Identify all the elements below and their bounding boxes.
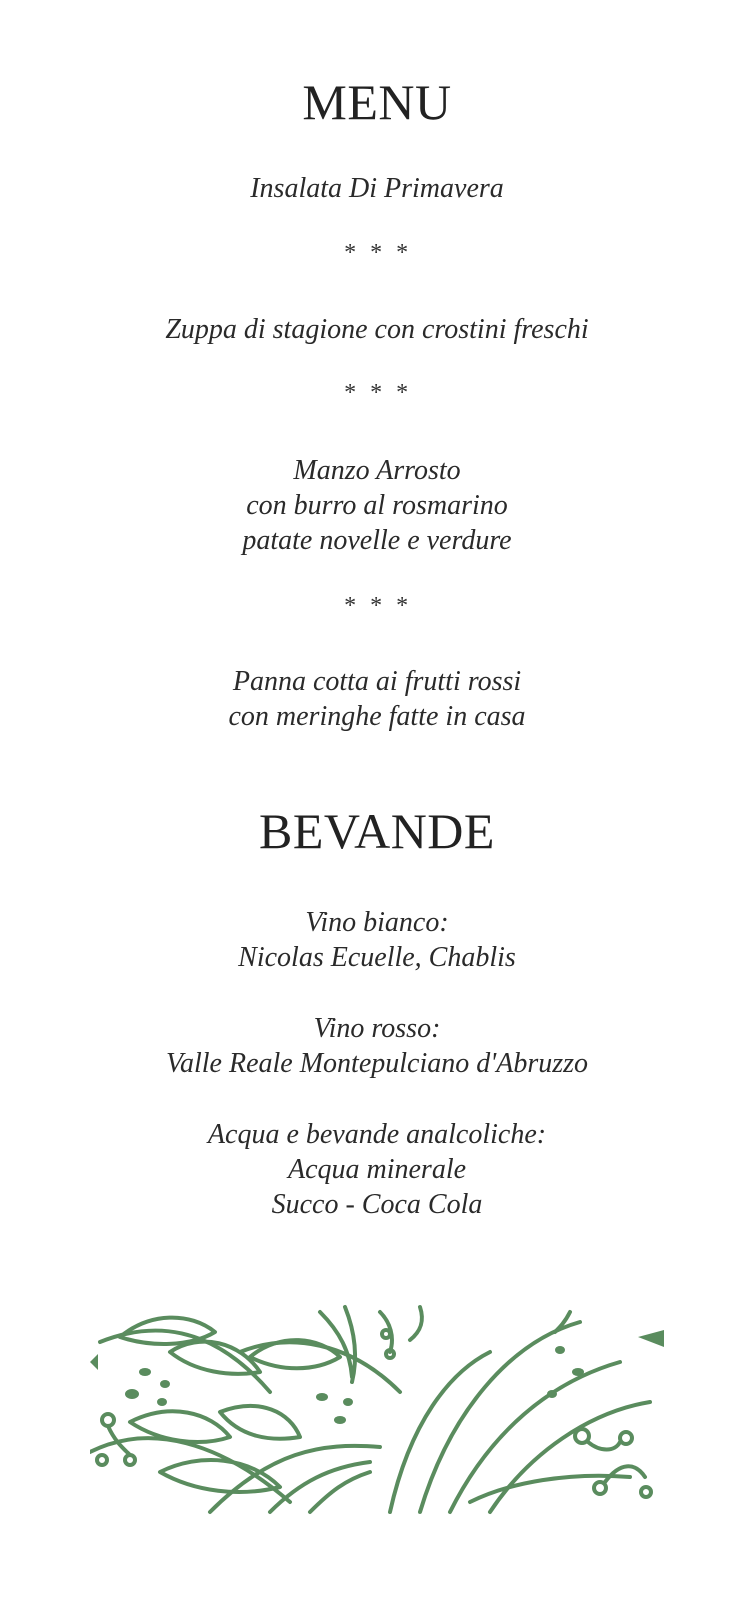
course-2-line-1: Zuppa di stagione con crostini freschi xyxy=(165,314,589,345)
course-4-line-2: con meringhe fatte in casa xyxy=(228,701,526,732)
course-3-line-3: patate novelle e verdure xyxy=(242,525,512,556)
drink-1-line-1: Nicolas Ecuelle, Chablis xyxy=(238,942,516,973)
course-separator-1: * * * xyxy=(343,240,411,266)
drink-3-line-1: Acqua minerale xyxy=(287,1154,467,1185)
course-3-line-1: Manzo Arrosto xyxy=(293,455,461,486)
course-separator-3: * * * xyxy=(343,593,411,619)
course-1-line-1: Insalata Di Primavera xyxy=(250,173,504,204)
botanical-leaves-icon xyxy=(90,1302,664,1516)
menu-title: MENU xyxy=(302,74,452,130)
drink-1-label: Vino bianco: xyxy=(305,907,449,938)
drink-2-label: Vino rosso: xyxy=(313,1013,441,1044)
drink-2-line-1: Valle Reale Montepulciano d'Abruzzo xyxy=(165,1048,589,1079)
course-separator-2: * * * xyxy=(343,380,411,406)
course-4-line-1: Panna cotta ai frutti rossi xyxy=(232,666,522,697)
course-3-line-2: con burro al rosmarino xyxy=(246,490,508,521)
drink-3-line-2: Succo - Coca Cola xyxy=(271,1189,483,1220)
drink-3-label: Acqua e bevande analcoliche: xyxy=(207,1119,547,1150)
drinks-title: BEVANDE xyxy=(259,803,495,859)
